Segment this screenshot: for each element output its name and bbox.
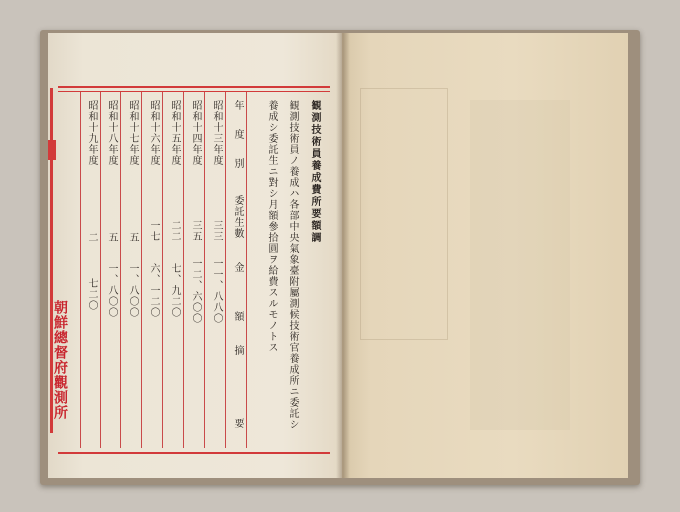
row-year: 昭和十九年度 xyxy=(86,100,97,166)
row-amount: 七、九二〇 xyxy=(169,263,180,318)
row-year: 昭和十五年度 xyxy=(169,100,180,166)
document-title: 観測技術員養成費所要額調 xyxy=(309,100,320,244)
book-gutter xyxy=(336,33,350,478)
row-students: 一七 xyxy=(148,220,159,242)
header-summary: 摘 要 xyxy=(232,345,243,459)
bleed-through-text xyxy=(470,100,570,430)
row-year: 昭和十四年度 xyxy=(190,100,201,166)
row-year: 昭和十三年度 xyxy=(211,100,222,166)
row-amount: 一、八〇〇 xyxy=(106,263,117,318)
row-amount: 一一、八八〇 xyxy=(211,258,222,324)
column-divider xyxy=(204,92,205,448)
column-divider xyxy=(120,92,121,448)
header-students: 委託生數 xyxy=(232,195,243,239)
row-students: 二二 xyxy=(169,220,180,242)
intro-line-2: 養成シ委託生ニ對シ月額參拾圓ヲ給費スルモノトス xyxy=(266,100,277,353)
row-amount: 七二〇 xyxy=(86,278,97,311)
column-divider xyxy=(80,92,81,448)
row-students: 五 xyxy=(127,232,138,243)
row-amount: 六、一二〇 xyxy=(148,263,159,318)
row-amount: 一、八〇〇 xyxy=(127,263,138,318)
bleed-through-frame xyxy=(360,88,448,340)
row-amount: 一二、六〇〇 xyxy=(190,258,201,324)
column-divider xyxy=(183,92,184,448)
row-students: 二 xyxy=(86,232,97,243)
column-divider xyxy=(246,92,247,448)
row-year: 昭和十七年度 xyxy=(127,100,138,166)
row-year: 昭和十六年度 xyxy=(148,100,159,166)
column-divider xyxy=(225,92,226,448)
red-margin-tab xyxy=(48,140,56,160)
column-divider xyxy=(100,92,101,448)
row-students: 五 xyxy=(106,232,117,243)
column-divider xyxy=(141,92,142,448)
row-year: 昭和十八年度 xyxy=(106,100,117,166)
side-label: 朝鮮總督府觀測所 xyxy=(52,300,68,420)
column-divider xyxy=(162,92,163,448)
header-amount: 金 額 xyxy=(232,262,243,340)
header-year: 年 度 別 xyxy=(232,100,243,177)
row-students: 三五 xyxy=(190,220,201,242)
intro-line-1: 観測技術員ノ養成ハ各部中央氣象臺附屬測候技術官養成所ニ委託シ xyxy=(287,100,298,430)
row-students: 三三 xyxy=(211,220,222,242)
table-frame-inner-rule xyxy=(58,91,330,92)
